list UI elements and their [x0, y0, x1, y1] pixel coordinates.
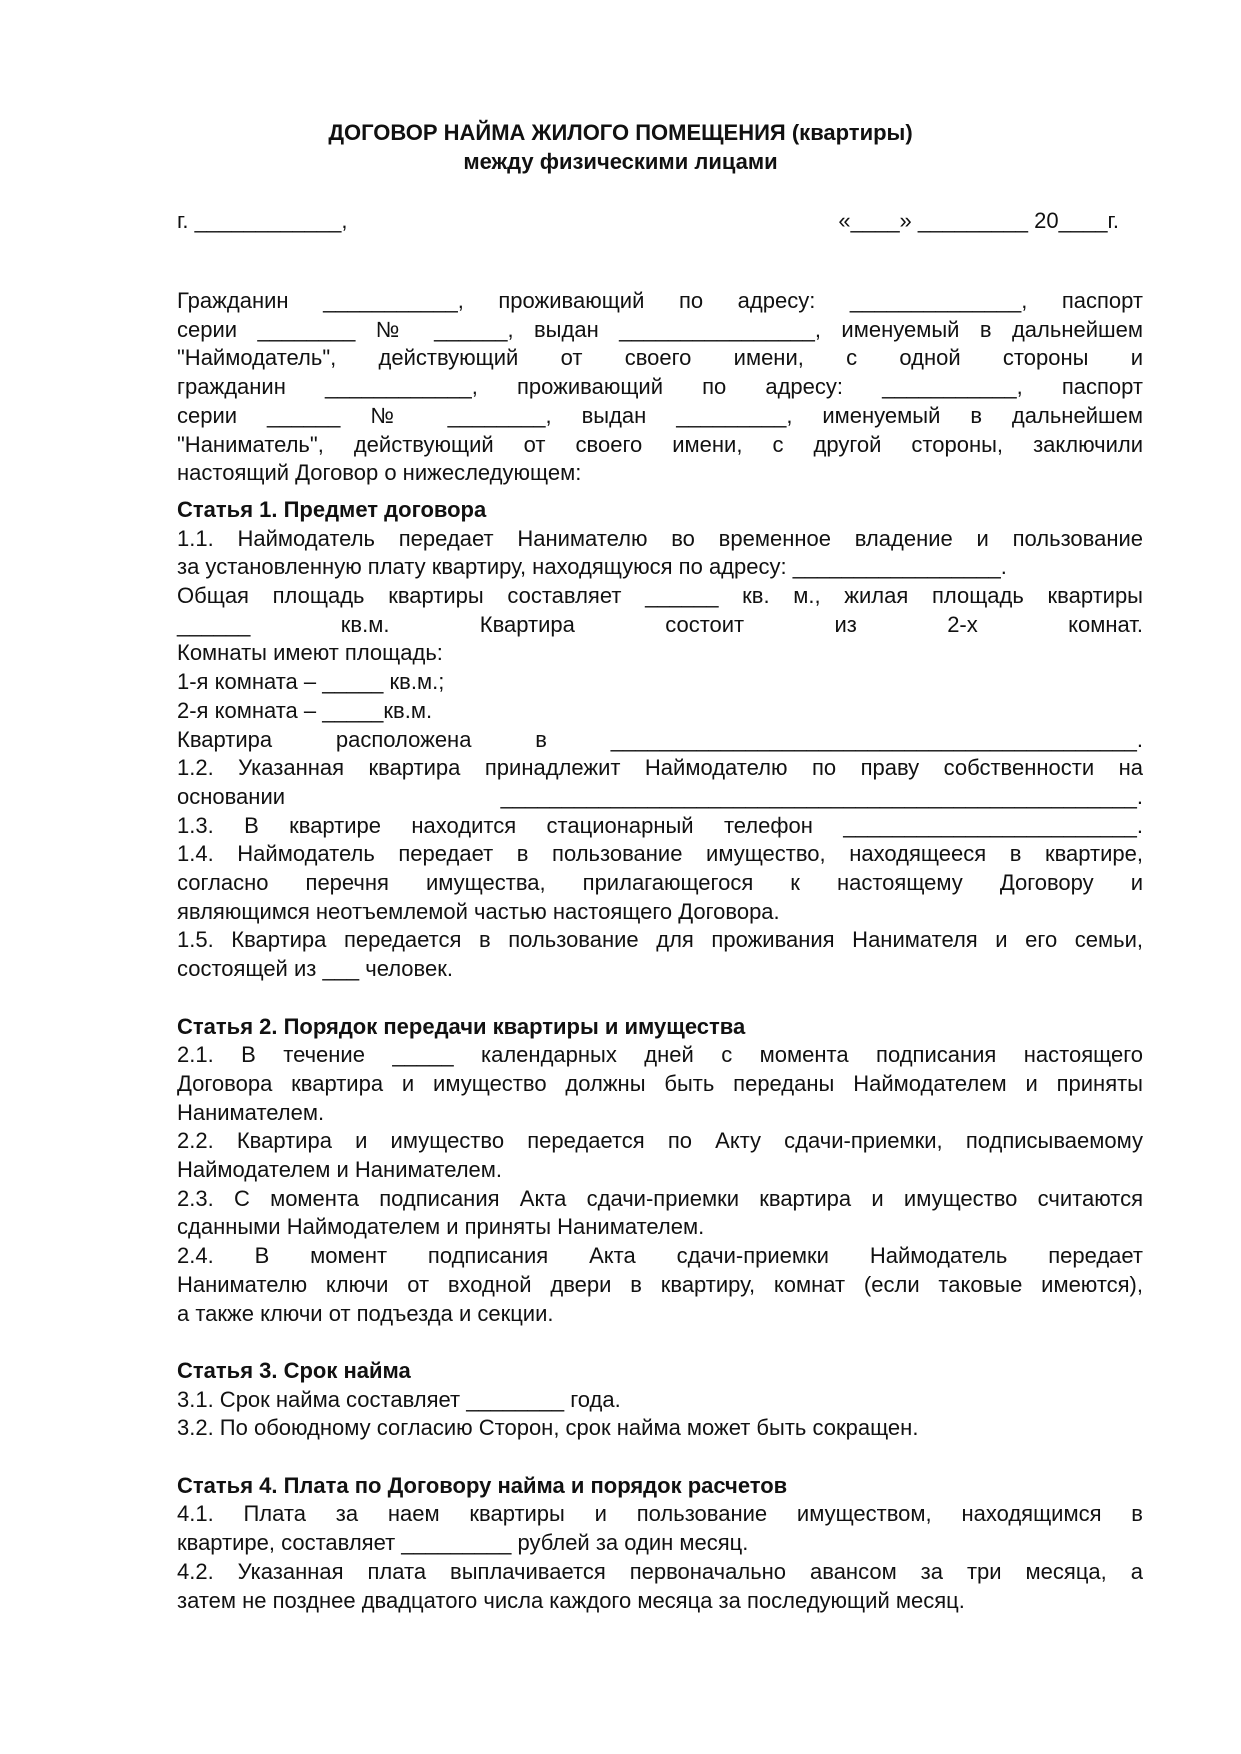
- article-heading: Статья 2. Порядок передачи квартиры и имущества: [177, 1013, 746, 1039]
- clause-line: 2.1. В течение _____ календарных дней с момента подписания настоящего: [177, 1042, 1143, 1068]
- preamble-line: настоящий Договор о нижеследующем:: [177, 460, 582, 486]
- clause-line: 1.2. Указанная квартира принадлежит Наймодателю по праву собственности на: [177, 755, 1143, 781]
- clause-line: Наймодателем и Нанимателем.: [177, 1157, 503, 1183]
- city-field: г. ____________,: [177, 208, 348, 233]
- clause-line: 3.1. Срок найма составляет ________ года.: [177, 1386, 621, 1412]
- clause-line: Комнаты имеют площадь:: [177, 640, 443, 666]
- clause-line: основании ____________________________________________________.: [177, 783, 1143, 809]
- preamble-line: "Наймодатель", действующий от своего имени, с одной стороны и: [177, 345, 1143, 371]
- document-subtitle: между физическими лицами: [463, 149, 778, 174]
- clause-line: 1.3. В квартире находится стационарный телефон ________________________.: [177, 812, 1143, 838]
- clause-line: Общая площадь квартиры составляет ______ кв. м., жилая площадь квартиры: [177, 583, 1143, 609]
- clause-line: 2.4. В момент подписания Акта сдачи-приемки Наймодатель передает: [177, 1243, 1143, 1269]
- clause-line: 1.1. Наймодатель передает Нанимателю во временное владение и пользование: [177, 525, 1143, 551]
- clause-line: согласно перечня имущества, прилагающегося к настоящему Договору и: [177, 870, 1143, 896]
- clause-line: 4.1. Плата за наем квартиры и пользование имуществом, находящимся в: [177, 1501, 1143, 1527]
- clause-line: 2-я комната – _____кв.м.: [177, 697, 433, 723]
- clause-line: Нанимателем.: [177, 1099, 325, 1125]
- article-3: [177, 1357, 1143, 1443]
- clause-line: 2.3. С момента подписания Акта сдачи-приемки квартира и имущество считаются: [177, 1185, 1143, 1211]
- article-heading: Статья 1. Предмет договора: [177, 496, 487, 522]
- preamble: [177, 287, 1143, 488]
- document-body: [177, 287, 1143, 1615]
- article-heading: Статья 3. Срок найма: [177, 1357, 411, 1383]
- clause-line: состоящей из ___ человек.: [177, 956, 453, 982]
- clause-line: 3.2. По обоюдному согласию Сторон, срок найма может быть сокращен.: [177, 1415, 919, 1441]
- clause-line: Нанимателю ключи от входной двери в квартиру, комнат (если таковые имеются),: [177, 1271, 1143, 1297]
- clause-line: затем не позднее двадцатого числа каждого месяца за последующий месяц.: [177, 1587, 965, 1613]
- preamble-line: серии ________ № ______, выдан ________________, именуемый в дальнейшем: [177, 316, 1143, 342]
- clause-line: 2.2. Квартира и имущество передается по Акту сдачи-приемки, подписываемому: [177, 1128, 1143, 1154]
- clause-line: а также ключи от подъезда и секции.: [177, 1300, 554, 1326]
- clause-line: за установленную плату квартиру, находящуюся по адресу: _________________.: [177, 554, 1007, 580]
- clause-line: Договора квартира и имущество должны быть переданы Наймодателем и приняты: [177, 1070, 1143, 1096]
- article-2: [177, 1013, 1143, 1329]
- clause-line: сданными Наймодателем и приняты Нанимателем.: [177, 1214, 705, 1240]
- clause-line: являющимся неотъемлемой частью настоящего Договора.: [177, 898, 780, 924]
- preamble-line: серии ______ № ________, выдан _________, именуемый в дальнейшем: [177, 402, 1143, 428]
- clause-line: 4.2. Указанная плата выплачивается первоначально авансом за три месяца, а: [177, 1558, 1143, 1584]
- clause-line: 1-я комната – _____ кв.м.;: [177, 669, 445, 695]
- document-title: ДОГОВОР НАЙМА ЖИЛОГО ПОМЕЩЕНИЯ (квартиры): [328, 120, 913, 145]
- article-heading: Статья 4. Плата по Договору найма и порядок расчетов: [177, 1472, 788, 1498]
- date-field: «____» _________ 20____г.: [838, 208, 1119, 233]
- clause-line: Квартира расположена в ___________________________________________.: [177, 726, 1143, 752]
- article-4: [177, 1472, 1143, 1616]
- article-1: [177, 496, 1143, 984]
- clause-line: ______ кв.м. Квартира состоит из 2-х комнат.: [177, 611, 1143, 637]
- preamble-line: "Наниматель", действующий от своего имени, с другой стороны, заключили: [177, 431, 1143, 457]
- clause-line: 1.5. Квартира передается в пользование для проживания Нанимателя и его семьи,: [177, 927, 1143, 953]
- clause-line: квартире, составляет _________ рублей за один месяц.: [177, 1530, 749, 1556]
- preamble-line: гражданин ____________, проживающий по адресу: ___________, паспорт: [177, 374, 1143, 400]
- clause-line: 1.4. Наймодатель передает в пользование имущество, находящееся в квартире,: [177, 841, 1143, 867]
- preamble-line: Гражданин ___________, проживающий по адресу: ______________, паспорт: [177, 288, 1143, 313]
